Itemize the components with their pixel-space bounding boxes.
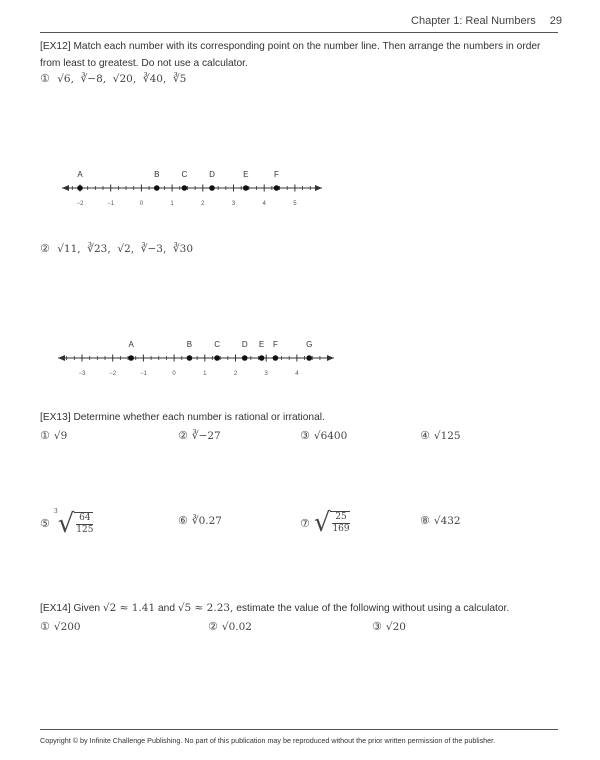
ex12-text: Match each number with its corresponding point on the number line. Then arrange the numbers in order from least to greatest. Do not use a calculator.	[40, 41, 541, 69]
item-marker: ③	[300, 429, 310, 442]
point-label: E	[243, 170, 249, 179]
point-label: D	[209, 170, 215, 179]
fraction	[330, 511, 349, 535]
point-marker	[77, 185, 83, 191]
ex12-label: [EX12]	[40, 41, 71, 52]
chapter-title: Chapter 1: Real Numbers	[411, 15, 536, 27]
ex12-part2-list: ② √11, ∛23, √2, ∛−3, ∛30	[40, 242, 194, 255]
point-label: C	[181, 170, 188, 179]
ex14-item-3	[372, 620, 406, 633]
point-marker	[274, 185, 280, 191]
point-marker	[306, 355, 312, 361]
part1-item: ∛40	[142, 73, 163, 85]
item-expression: √0.02	[221, 621, 252, 633]
tick-label: 4	[295, 371, 299, 377]
item-expression: ∛0.27	[191, 515, 222, 527]
item-marker: ⑤	[40, 517, 50, 530]
point-label: G	[306, 340, 313, 349]
ex12-part1-list: ① √6, ∛−8, √20, ∛40, ∛5	[40, 72, 187, 85]
tick-label: 3	[264, 371, 268, 377]
point-marker	[187, 355, 193, 361]
tick-label: −1	[139, 371, 147, 377]
item-expression: √125	[433, 430, 461, 442]
axis-arrow-left	[58, 355, 65, 361]
ex13-item-4	[420, 429, 461, 442]
ex14-item-2	[208, 620, 252, 633]
part1-item: ∛5	[172, 73, 187, 85]
point-label: D	[241, 340, 248, 349]
ex12-prompt	[40, 38, 560, 72]
part1-marker: ①	[40, 72, 50, 85]
ex13-item-6	[178, 514, 222, 527]
footer-rule	[40, 729, 558, 730]
item-marker: ⑧	[420, 514, 430, 527]
part1-item: ∛−8	[80, 73, 103, 85]
tick-label: 0	[172, 371, 176, 377]
item-marker: ②	[208, 620, 218, 633]
item-marker: ④	[420, 429, 430, 442]
point-marker	[242, 355, 248, 361]
header-rule	[40, 32, 558, 33]
point-marker	[214, 355, 220, 361]
number-line-1	[0, 160, 600, 210]
ex13-prompt	[40, 409, 560, 426]
part1-item: √20	[112, 73, 133, 85]
copyright-footer: Copyright © by Infinite Challenge Publishing. No part of this publication may be reproduced without the prior written permission of the publisher.	[40, 736, 496, 745]
point-label: B	[186, 340, 193, 349]
point-label: B	[154, 170, 160, 179]
axis-arrow-right	[315, 185, 322, 191]
tick-label: 4	[262, 201, 266, 207]
item-marker: ②	[178, 429, 188, 442]
numerator: 64	[76, 513, 93, 525]
part2-item: √11	[57, 243, 78, 255]
tick-label: −2	[76, 201, 84, 207]
number-line-2	[0, 330, 600, 380]
point-marker	[128, 355, 134, 361]
point-marker	[243, 185, 249, 191]
point-marker	[182, 185, 188, 191]
ex14-given-1: √2 ≈ 1.41	[102, 602, 156, 614]
ex13-text: Determine whether each number is rational or irrational.	[73, 412, 325, 423]
point-label: C	[214, 340, 220, 349]
ex13-item-1	[40, 429, 67, 442]
item-marker: ③	[372, 620, 382, 633]
point-label: E	[258, 340, 265, 349]
tick-label: −1	[107, 201, 115, 207]
item-expression: √9	[53, 430, 68, 442]
ex14-item-1	[40, 620, 81, 633]
tick-label: −2	[109, 371, 117, 377]
tick-label: 5	[293, 201, 297, 207]
item-marker: ①	[40, 429, 50, 442]
item-expression: ∛−27	[191, 430, 221, 442]
point-marker	[209, 185, 215, 191]
page-header	[411, 15, 562, 27]
cube-root-fraction: $^3$√ $\frac{64}{125}$	[53, 508, 94, 539]
root-index: 3	[53, 508, 58, 515]
point-marker	[273, 355, 279, 361]
point-label: A	[128, 340, 134, 349]
axis-arrow-left	[62, 185, 69, 191]
item-marker: ⑦	[300, 516, 310, 530]
point-marker	[154, 185, 160, 191]
tick-label: 3	[231, 201, 236, 207]
tick-label: 1	[203, 371, 207, 377]
numerator: 25	[332, 512, 349, 524]
ex13-item-7	[300, 508, 350, 538]
part2-marker: ②	[40, 242, 50, 255]
ex14-text-a: Given	[73, 603, 101, 614]
item-expression: √6400	[313, 430, 348, 442]
square-root-fraction: √ $\frac{25}{169}$	[313, 508, 350, 538]
ex13-item-5	[40, 508, 93, 539]
page-number: 29	[549, 15, 562, 27]
item-expression: √432	[433, 515, 461, 527]
part1-item: √6	[57, 73, 71, 85]
denominator: 125	[76, 525, 94, 535]
point-marker	[259, 355, 265, 361]
point-label: F	[272, 340, 278, 349]
part2-item: √2	[117, 243, 131, 255]
part2-item: ∛−3	[140, 243, 163, 255]
point-label: A	[77, 170, 83, 179]
axis-arrow-right	[327, 355, 334, 361]
tick-label: 2	[233, 371, 238, 377]
denominator: 169	[332, 524, 350, 534]
ex13-item-8	[420, 514, 461, 527]
point-label: F	[274, 170, 279, 179]
item-expression: √200	[53, 621, 81, 633]
ex13-item-2	[178, 429, 221, 442]
fraction	[74, 512, 93, 536]
ex14-label: [EX14]	[40, 603, 71, 614]
item-marker: ⑥	[178, 514, 188, 527]
tick-label: −3	[78, 371, 86, 377]
tick-label: 0	[139, 201, 144, 207]
tick-label: 2	[201, 201, 205, 207]
ex14-text-c: estimate the value of the following without using a calculator.	[236, 603, 510, 614]
part2-item: ∛23	[87, 243, 108, 255]
item-expression: √20	[385, 621, 406, 633]
ex14-text-b: and	[157, 603, 175, 614]
ex14-given-2: √5 ≈ 2.23,	[177, 602, 234, 614]
ex13-item-3	[300, 429, 347, 442]
ex13-label: [EX13]	[40, 412, 71, 423]
part2-item: ∛30	[172, 243, 194, 255]
tick-label: 1	[170, 201, 174, 207]
ex14-prompt	[40, 600, 560, 617]
item-marker: ①	[40, 620, 50, 633]
